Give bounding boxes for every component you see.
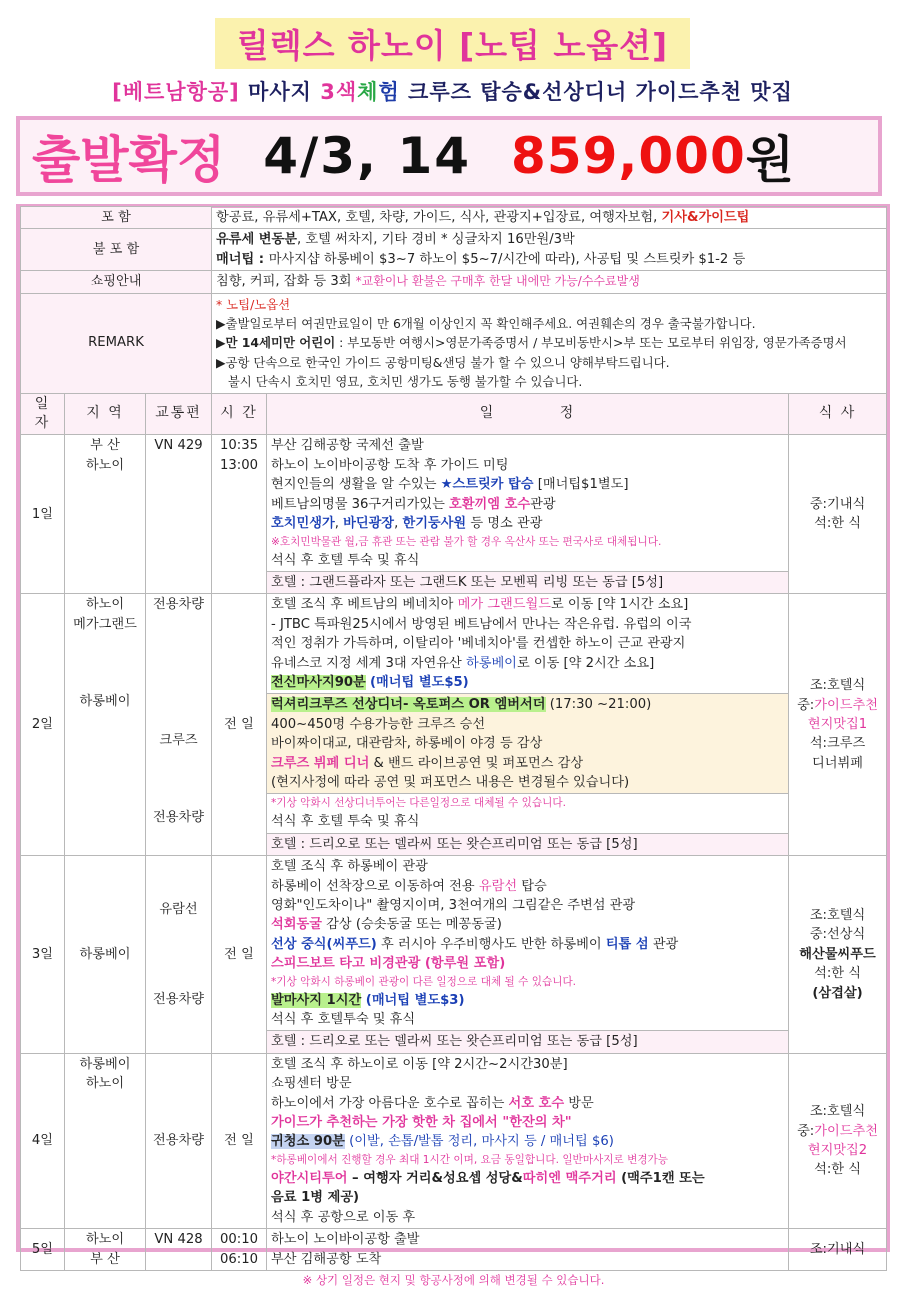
exclude-bold-1: 유류세 변동분 [216,232,298,248]
exclude-label: 불 포 함 [21,229,212,271]
day4-note: *하롱베이에서 진행할 경우 최대 1시간 이며, 요금 동일합니다. 일반마사지로 변경가능 [271,1153,669,1166]
day3-foot-massage: 발마사지 1시간 [271,992,362,1008]
day2-time: 전 일 [212,594,267,856]
day4-ear-cleaning: 귀청소 90분 [271,1134,345,1150]
col-region: 지 역 [65,393,146,435]
remark-2: ▶출발일로부터 여권만료일이 만 6개월 이상인지 꼭 확인해주세요. 여권훼손의 경우 출국불가합니다. [216,316,756,332]
col-schedule: 일 정 [267,393,789,435]
shopping-note: *교환이나 환불은 구매후 한달 내에만 가능/수수료발생 [355,274,640,289]
day2-line-1c: 로 이동 [약 1시간 소요] [550,597,689,613]
day3-line-1: 호텔 조식 후 하롱베이 관광 [271,859,428,875]
day3-label: 3일 [21,856,65,1054]
day2-cruise-5: (현지사정에 따라 공연 및 퍼포먼스 내용은 변경될수 있습니다) [271,774,630,790]
day2-transport-2: 크루즈 [159,732,198,748]
day4-line-2: 쇼핑센터 방문 [271,1076,352,1092]
day3-boat: 유람선 [478,878,518,894]
day1-meal-2: 석:한 식 [814,516,861,532]
exclude-text-2: 마사지샵 하롱베이 $3~7 하노이 $5~7/시간에 따라), 사공팁 및 스트릿카 $1-2 등 [268,251,746,267]
day5-label: 5일 [21,1229,65,1271]
price-unit: 원 [745,131,795,189]
day3-line-5d: 관광 [648,936,679,952]
day4-meal-1: 조:호텔식 [809,1104,866,1120]
day3-lunch: 선상 중식(씨푸드) [271,936,377,952]
day4-line-8: 음료 1병 제공) [271,1190,360,1206]
subtitle-saek: 색 [335,80,358,104]
tour-price: 859,000 [511,127,746,185]
day2-note: *기상 악화시 선상디너투어는 다른일정으로 대체될 수 있습니다. [271,797,566,810]
day1-line-4a: 베트남의명물 36구거리가있는 [271,496,450,512]
day4-westlake: 서호 호수 [508,1095,565,1111]
day3-note: *기상 악화시 하롱베이 관광이 다른 일정으로 대체 될 수 있습니다. [271,975,577,988]
day3-line-9: 석식 후 호텔투숙 및 휴식 [271,1012,416,1028]
day2-row [21,594,887,694]
day1-hoankiem: 호환끼엠 호수 [449,496,531,512]
include-text: 항공료, 유류세+TAX, 호텔, 차량, 가이드, 식사, 관광지+입장료, 여행자보험, [216,210,662,225]
col-transport: 교통편 [146,393,212,435]
day2-hotel: 호텔 : 드리오로 또는 델라씨 또는 왓슨프리미엄 또는 동급 [5성] [267,833,789,855]
day4-line-1: 호텔 조식 후 하노이로 이동 [약 2시간~2시간30분] [271,1056,568,1072]
day1-meal [789,435,887,594]
day1-streetcar: ★스트릿카 탑승 [440,477,534,493]
day2-meal-5: 디너뷔페 [812,755,863,771]
exclude-row [21,229,887,271]
day1-meal-1: 중:기내식 [809,496,866,512]
day4-nighttour: 야간시티투어 [271,1170,348,1186]
day3-line-2c: 탑승 [517,878,547,894]
day3-hotel: 호텔 : 드리오로 또는 델라씨 또는 왓슨프리미엄 또는 동급 [5성] [267,1031,789,1053]
day4-meal-2a: 중: [797,1123,815,1139]
day4-row [21,1053,887,1228]
day1-line-3c: [매너팁$1별도] [533,477,629,493]
day1-row [21,435,887,571]
shopping-text: 침향, 커피, 잡화 등 3회 [216,274,356,290]
day5-time [212,1229,267,1271]
day4-meal-3: 현지맛집2 [807,1142,868,1158]
day1-pagoda: 한기둥사원 [402,516,467,532]
day3-meal-3: 해산물씨푸드 [799,946,876,962]
day4-line-7b: – 여행자 거리&성요셉 성당& [347,1170,523,1186]
remark-label: REMARK [21,293,212,393]
day2-region [65,594,146,856]
remark-cell [212,293,887,393]
day4-region: 하롱베이 하노이 [65,1053,146,1228]
shopping-cell [212,271,887,293]
day2-halong: 하롱베이 [465,655,517,671]
departure-dates: 4/3, 14 [263,127,472,185]
day5-line-1: 하노이 노이바이공항 출발 [271,1232,420,1248]
day1-sep-1: , [334,516,344,532]
exclude-cell [212,229,887,271]
day2-meal [789,594,887,856]
day1-hcm-house: 호치민생가 [271,516,335,532]
shopping-row [21,271,887,293]
day2-line-2: - JTBC 특파원25시에서 방영된 베트남에서 만나는 작은유럽. 유럽의 이국 [271,616,692,632]
day1-region: 부 산 하노이 [65,435,146,594]
day3-transport-1: 유람선 [159,902,198,918]
day1-time [212,435,267,594]
page-title: 릴렉스 하노이 [노팁 노옵션] [215,18,690,69]
day4-time: 전 일 [212,1053,267,1228]
day3-meal-5: (삼겹살) [812,985,863,1001]
day2-cruise [267,694,789,794]
exclude-text-1: , 호텔 써차지, 기타 경비 * 싱글차지 16만원/3박 [297,232,575,248]
day4-schedule [267,1053,789,1228]
day5-time-1: 00:10 [219,1232,258,1248]
subtitle [0,76,905,106]
day1-label: 1일 [21,435,65,594]
day1-sep-2: , [394,516,403,532]
day4-line-7d: (맥주1캔 또는 [616,1170,705,1186]
day4-label: 4일 [21,1053,65,1228]
day2-schedule-a [267,594,789,694]
day4-ear-detail: (이발, 손톱/발톱 정리, 마사지 등 / 매너팁 $6) [344,1134,614,1150]
day1-transport: VN 429 [146,435,212,594]
day5-transport: VN 428 [146,1229,212,1271]
day3-meal-4: 석:한 식 [814,966,861,982]
day1-hotel: 호텔 : 그랜드플라자 또는 그랜드K 또는 모벤픽 리빙 또는 동급 [5성] [267,571,789,593]
col-time: 시 간 [212,393,267,435]
subtitle-airline: [베트남항공] [112,80,240,104]
day1-line-5f: 등 명소 관광 [466,516,543,532]
remark-5: 불시 단속시 호치민 영묘, 호치민 생가도 동행 불가할 수 있습니다. [216,374,583,390]
day5-schedule [267,1229,789,1271]
day3-time: 전 일 [212,856,267,1054]
day5-time-2: 06:10 [219,1251,258,1267]
day3-line-4b: 감상 (승솟동굴 또는 메꽁동굴) [321,917,502,933]
day2-meal-4: 석:크루즈 [809,736,866,752]
day4-beer-street: 따히엔 맥주거리 [522,1170,617,1186]
footer-note: ※ 상기 일정은 현지 및 항공사정에 의해 변경될 수 있습니다. [302,1272,605,1287]
day2-meal-2b: 가이드추천 [814,697,878,713]
col-meal: 식 사 [789,393,887,435]
include-cell [212,207,887,229]
day2-region-2: 하롱베이 [79,694,131,710]
remark-4: ▶공항 단속으로 한국인 가이드 공항미팅&샌딩 불가 할 수 있으니 양해부탁드립니다. [216,354,670,370]
subtitle-massage: 마사지 [239,80,321,104]
day1-time-1: 10:35 [219,438,258,454]
day2-meal-3: 현지맛집1 [807,717,868,733]
departure-banner [16,116,882,196]
day2-label: 2일 [21,594,65,856]
schedule-header [21,393,887,435]
col-day: 일 자 [21,393,65,435]
include-row [21,207,887,229]
day2-line-7: 석식 후 호텔 투숙 및 휴식 [271,814,420,830]
day4-transport: 전용차량 [146,1053,212,1228]
day4-meal [789,1053,887,1228]
day3-transport [146,856,212,1054]
title-block [0,18,905,69]
day3-line-5b: 후 러시아 우주비행사도 반한 하롱베이 [376,936,606,952]
day5-region: 하노이 부 산 [65,1229,146,1271]
day1-line-4c: 관광 [530,496,556,512]
day3-meal [789,856,887,1054]
day4-line-9: 석식 후 공항으로 이동 후 [271,1209,416,1225]
subtitle-3: 3 [320,80,336,104]
day2-schedule-b [267,794,789,833]
day1-line-7: 석식 후 호텔 투숙 및 휴식 [271,552,420,568]
day3-line-3: 영화"인도차이나" 촬영지이며, 3천여개의 그림같은 주변섬 관광 [271,898,636,913]
exclude-bold-2: 매너팁 : [216,251,269,267]
remark-3: : 부모동반 여행시>영문가족증명서 / 부모비동반시>부 또는 모로부터 위임장, 영문가족증명서 [335,335,847,351]
day2-buffet: 크루즈 뷔페 디너 [271,755,370,771]
day3-speedboat-note: (항루원 포함) [424,956,506,972]
day2-massage-tip: (매너팁 별도$5) [370,674,469,690]
day3-meal-2: 중:선상식 [809,927,866,943]
itinerary-table [20,206,887,1290]
include-label: 포 함 [21,207,212,229]
day2-cruise-3: 바이짜이대교, 대관람차, 하롱베이 야경 등 감상 [271,736,543,752]
day2-cruise-time: (17:30 ~21:00) [545,697,652,713]
day3-line-2a: 하롱베이 선착장으로 이동하여 전용 [271,878,479,894]
day2-transport [146,594,212,856]
day4-line-3c: 방문 [564,1095,594,1111]
day3-region: 하롱베이 [65,856,146,1054]
day3-massage-tip: (매너팁 별도$3) [361,992,465,1008]
day1-line-3a: 현지인들의 생활을 알 수있는 [271,477,441,493]
day2-region-1: 하노이 메가그랜드 [73,597,137,632]
day2-transport-1: 전용차량 [153,597,204,613]
day4-meal-4: 석:한 식 [814,1162,861,1178]
day1-schedule [267,435,789,571]
day3-speedboat: 스피드보트 타고 비경관광 [271,956,425,972]
day2-meal-2a: 중: [797,697,815,713]
day3-meal-1: 조:호텔식 [809,908,866,923]
day2-massage: 전신마사지90분 [271,674,366,690]
remark-3-bold: ▶만 14세미만 어린이 [216,335,336,351]
day5-line-2: 부산 김해공항 도착 [271,1251,382,1267]
day2-line-4c: 로 이동 [약 2시간 소요] [516,655,655,671]
day2-line-3: 적인 정취가 가득하며, 이탈리아 '베네치아'를 컨셉한 하노이 근교 관광지 [271,636,686,652]
day1-line-1: 부산 김해공항 국제선 출발 [271,438,424,454]
day4-meal-2b: 가이드추천 [814,1123,878,1139]
day5-meal: 조:기내식 [789,1229,887,1271]
day2-line-1a: 호텔 조식 후 베트남의 베네치아 [271,597,458,613]
subtitle-heom: 험 [378,80,400,104]
day3-row [21,856,887,1031]
day4-line-3a: 하노이에서 가장 아름다운 호수로 꼽히는 [271,1095,509,1111]
subtitle-rest: 크루즈 탑승&선상디너 가이드추천 맛집 [399,80,793,104]
day1-note: ※호치민박물관 월,금 휴관 또는 관람 불가 할 경우 옥산사 또는 편국사로 대체됩니다. [271,535,662,548]
day2-cruise-2: 400~450명 수용가능한 크루즈 승선 [271,716,486,732]
remark-1: * 노팁/노옵션 [216,296,291,312]
day2-megagrand: 메가 그랜드월드 [457,597,551,613]
day3-cave: 석회동굴 [271,917,322,933]
day1-time-2: 13:00 [219,457,258,473]
day2-cruise-4: & 밴드 라이브공연 및 퍼포먼스 감상 [369,755,584,771]
day4-tea: 가이드가 추천하는 가장 핫한 차 집에서 "한잔의 차" [271,1115,572,1131]
remark-row [21,293,887,393]
departure-confirmed: 출발확정 [32,131,226,189]
day1-badinh: 바딘광장 [343,516,395,532]
include-highlight: 기사&가이드팁 [661,210,750,225]
day2-transport-3: 전용차량 [153,810,204,826]
day2-meal-1: 조:호텔식 [809,678,866,694]
subtitle-che: 체 [357,80,379,104]
day1-line-2: 하노이 노이바이공항 도착 후 가이드 미팅 [271,457,509,473]
day3-titop: 티톱 섬 [605,936,649,952]
day2-line-4a: 유네스코 지정 세계 3대 자연유산 [271,655,466,671]
day3-schedule [267,856,789,1031]
day2-cruise-title: 럭셔리크루즈 선상디너- 옥토퍼스 OR 엠버서더 [271,697,546,713]
footer-row [21,1270,887,1290]
shopping-label: 쇼핑안내 [21,271,212,293]
day5-row [21,1229,887,1271]
day3-transport-2: 전용차량 [153,991,204,1007]
